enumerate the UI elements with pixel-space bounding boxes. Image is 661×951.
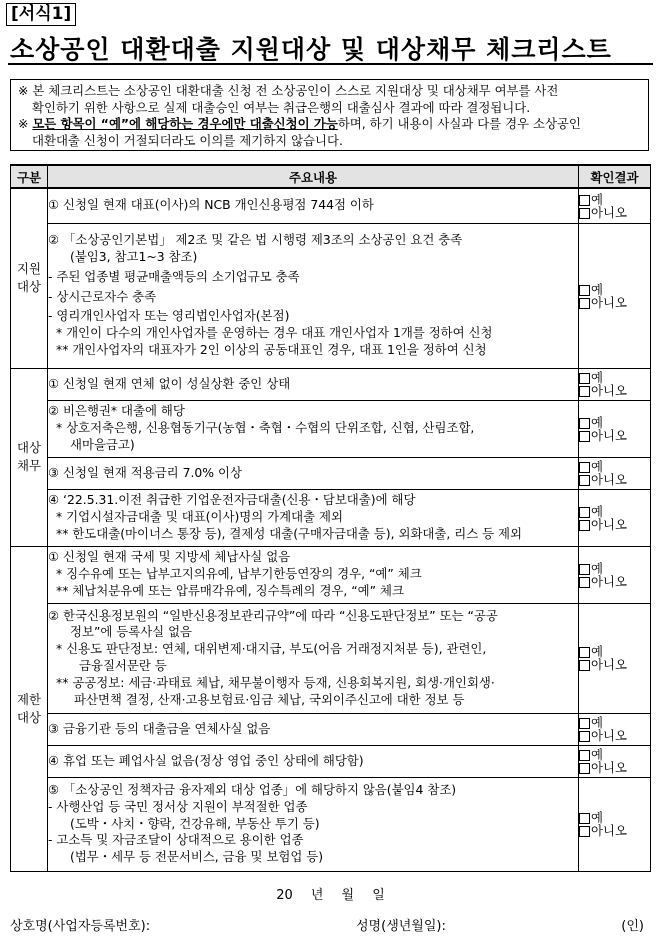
checkbox-no[interactable] <box>579 826 590 837</box>
checkbox-yes[interactable] <box>579 195 590 206</box>
checkbox-no[interactable] <box>579 386 590 397</box>
restrict-item-5-line: (도박・사치・향락, 건강유해, 부동산 투기 등) <box>70 815 320 831</box>
support-item-2-line: ② 「소상공인기본법」 제2조 및 같은 법 시행령 제3조의 소상공인 요건 충족 <box>48 232 463 248</box>
notice-line-1-cont: 확인하기 위한 사항으로 실제 대출승인 여부는 취급은행의 대출심사 결과에 따라 결정됩니다. <box>32 99 531 115</box>
checkbox-yes[interactable] <box>579 418 590 429</box>
no-label: 아니오 <box>591 427 627 443</box>
no-label: 아니오 <box>591 516 627 532</box>
support-item-2-line: - 상시근로자수 충족 <box>48 288 157 304</box>
yes-label: 예 <box>591 747 603 762</box>
no-option[interactable] <box>579 384 650 397</box>
support-item-2-line: - 영리개인사업자 또는 영리법인사업자(본점) <box>48 308 290 324</box>
restrict-item-2-note: * 신용도 판단정보: 연체, 대위변제·대지급, 부도(어음 거래정지처분 등), 관련인, <box>56 641 487 657</box>
yes-label: 예 <box>591 560 603 576</box>
no-label: 아니오 <box>591 573 627 589</box>
result-cell <box>579 603 651 713</box>
checkbox-yes[interactable] <box>579 285 590 296</box>
debt-item-4-line: ④ ‘22.5.31.이전 취급한 기업운전자금대출(신용・담보대출)에 해당 <box>48 492 416 508</box>
restrict-item-4-text: ④ 휴업 또는 폐업사실 없음(정상 영업 중인 상태에 해당함) <box>48 752 364 768</box>
restrict-item-2-line: ② 한국신용정보원의 “일반신용정보관리규약”에 따라 “신용도판단정보” 또는 “공공 <box>48 607 498 623</box>
table-row <box>11 745 651 777</box>
result-cell <box>579 400 651 457</box>
no-label: 아니오 <box>591 294 627 310</box>
support-item-2-note: ** 개인사업자의 대표자가 2인 이상의 공동대표인 경우, 대표 1인을 정하여 신청 <box>56 341 487 357</box>
checkbox-no[interactable] <box>579 763 590 774</box>
result-cell <box>579 546 651 603</box>
seal-mark: (인) <box>621 919 644 934</box>
header-content: 주요내용 <box>48 165 579 188</box>
checkbox-yes[interactable] <box>579 373 590 384</box>
date-line[interactable]: 20 년 월 일 <box>276 888 385 903</box>
no-option[interactable] <box>579 761 650 774</box>
restrict-item-3 <box>48 713 579 745</box>
table-row <box>11 223 651 368</box>
notice-line-2-cont: 대환대출 신청이 거절되더라도 이의를 제기하지 않습니다. <box>32 132 343 148</box>
no-label: 아니오 <box>591 657 627 672</box>
debt-item-4 <box>48 489 579 546</box>
table-row <box>11 457 651 489</box>
debt-item-3 <box>48 457 579 489</box>
restrict-item-2 <box>48 603 579 713</box>
business-name-field[interactable]: 상호명(사업자등록번호): <box>10 919 151 934</box>
restrict-item-4 <box>48 745 579 777</box>
debt-item-1-text: ① 신청일 현재 연체 없이 성실상환 중인 상태 <box>48 375 291 391</box>
no-label: 아니오 <box>591 472 627 487</box>
page-title: 소상공인 대환대출 지원대상 및 대상채무 체크리스트 <box>10 35 612 64</box>
table-row <box>11 368 651 400</box>
table-row <box>11 489 651 546</box>
no-option[interactable] <box>579 429 650 442</box>
yes-label: 예 <box>591 459 603 474</box>
debt-item-2-note: 새마을금고) <box>70 436 135 452</box>
restrict-item-5-line: ⑤ 「소상공인 정책자금 융자제외 대상 업종」에 해당하지 않음(붙임4 참조) <box>48 782 457 797</box>
no-label: 아니오 <box>591 760 627 775</box>
checkbox-yes[interactable] <box>579 647 590 658</box>
no-label: 아니오 <box>591 204 627 220</box>
checkbox-yes[interactable] <box>579 564 590 575</box>
debt-item-4-note: ** 한도대출(마이너스 통장 등), 결제성 대출(구매자금대출 등), 외화대출, 리스 등 제외 <box>56 525 522 541</box>
checklist-table <box>10 164 651 872</box>
yes-label: 예 <box>591 191 603 207</box>
table-row <box>11 713 651 745</box>
debt-item-3-text: ③ 신청일 현재 적용금리 7.0% 이상 <box>48 464 242 480</box>
checkbox-no[interactable] <box>579 298 590 309</box>
result-cell <box>579 713 651 745</box>
restrict-item-5 <box>48 777 579 871</box>
no-option[interactable] <box>579 473 650 486</box>
notice-paragraph-2 <box>18 116 641 149</box>
result-cell <box>579 457 651 489</box>
notice-paragraph-1 <box>18 83 641 116</box>
yes-label: 예 <box>591 503 603 519</box>
section-support: 지원 대상 <box>11 188 48 368</box>
restrict-item-2-note: 금융질서문란 등 <box>79 658 167 673</box>
header-result: 확인결과 <box>579 165 651 188</box>
section-restrict: 제한 대상 <box>11 546 48 871</box>
checkbox-no[interactable] <box>579 520 590 531</box>
title-divider <box>8 63 653 65</box>
support-item-2-line: - 주된 업종별 평균매출액등의 소기업규모 충족 <box>48 268 300 284</box>
table-row <box>11 546 651 603</box>
result-cell <box>579 188 651 223</box>
yes-label: 예 <box>591 370 603 385</box>
support-item-2-line: (붙임3, 참고1~3 참조) <box>70 249 198 264</box>
yes-label: 예 <box>591 715 603 730</box>
checkbox-no[interactable] <box>579 431 590 442</box>
restrict-item-1-line: ① 신청일 현재 국세 및 지방세 체납사실 없음 <box>48 549 291 565</box>
restrict-item-2-line: 정보”에 등록사실 없음 <box>70 624 193 640</box>
support-item-1-text: ① 신청일 현재 대표(이사)의 NCB 개인신용평점 744점 이하 <box>48 197 374 213</box>
restrict-item-5-line: - 사행산업 등 국민 정서상 지원이 부적절한 업종 <box>48 798 308 814</box>
yes-label: 예 <box>591 281 603 297</box>
notice-emphasis: 모든 항목이 “예”에 해당하는 경우에만 대출신청이 가능 <box>32 116 338 131</box>
checkbox-yes[interactable] <box>579 507 590 518</box>
notice-line-2-prefix: ※ <box>18 116 33 131</box>
table-row <box>11 400 651 457</box>
table-row <box>11 188 651 223</box>
notice-line-1: ※ 본 체크리스트는 소상공인 대환대출 신청 전 소상공인이 스스로 지원대상 및 대상채무 여부를 사전 <box>18 83 559 98</box>
checkbox-yes[interactable] <box>579 750 590 761</box>
restrict-item-5-line: (법무・세무 등 전문서비스, 금융 및 보험업 등) <box>70 849 324 865</box>
yes-label: 예 <box>591 414 603 430</box>
form-number-tag: [서식1] <box>6 3 76 26</box>
debt-item-1 <box>48 368 579 400</box>
restrict-item-1 <box>48 546 579 603</box>
checkbox-no[interactable] <box>579 731 590 742</box>
result-cell <box>579 777 651 871</box>
checkbox-yes[interactable] <box>579 813 590 824</box>
notice-box <box>10 79 649 151</box>
support-item-2 <box>48 223 579 368</box>
restrict-item-2-note: ** 공공정보: 세금·과태료 체납, 채무불이행자 등재, 신용회복지원, 회생·개인회생· <box>56 674 495 690</box>
section-debt: 대상 채무 <box>11 368 48 546</box>
restrict-item-1-note: ** 체납처분유예 또는 압류매각유예, 징수특례의 경우, “예” 체크 <box>56 582 404 598</box>
no-option[interactable] <box>579 296 650 309</box>
support-item-1 <box>48 188 579 223</box>
no-label: 아니오 <box>591 383 627 398</box>
table-header-row <box>11 165 651 188</box>
no-option[interactable] <box>579 206 650 219</box>
no-option[interactable] <box>579 658 650 671</box>
no-label: 아니오 <box>591 728 627 743</box>
table-row <box>11 777 651 871</box>
result-cell <box>579 745 651 777</box>
checkbox-no[interactable] <box>579 660 590 671</box>
result-cell <box>579 489 651 546</box>
checkbox-yes[interactable] <box>579 462 590 473</box>
debt-item-2-note: * 상호저축은행, 신용협동기구(농협・축협・수협의 단위조합, 신협, 산림조합, <box>56 420 475 436</box>
checkbox-no[interactable] <box>579 475 590 486</box>
debt-item-4-note: * 기업시설자금대출 및 대표(이사)명의 가계대출 제외 <box>56 509 343 525</box>
notice-line-2-rest: 하며, 하기 내용이 사실과 다를 경우 소상공인 <box>337 116 581 131</box>
header-section: 구분 <box>11 165 48 188</box>
support-item-2-note: * 개인이 다수의 개인사업자를 운영하는 경우 대표 개인사업자 1개를 정하여 신청 <box>56 325 493 341</box>
restrict-item-5-line: - 고소득 및 자금조달이 상대적으로 용이한 업종 <box>48 832 304 848</box>
result-cell <box>579 223 651 368</box>
no-option[interactable] <box>579 729 650 742</box>
result-cell <box>579 368 651 400</box>
restrict-item-2-note: 파산면책 결정, 산재·고용보험료·임금 체납, 국외이주신고에 대한 정보 등 <box>74 691 465 707</box>
representative-name-field[interactable]: 성명(생년월일): <box>356 919 446 934</box>
debt-item-2-line: ② 비은행권* 대출에 해당 <box>48 403 185 419</box>
restrict-item-1-note: * 징수유예 또는 납부고지의유예, 납부기한등연장의 경우, “예” 체크 <box>56 566 422 582</box>
no-option[interactable] <box>579 518 650 531</box>
yes-label: 예 <box>591 810 603 825</box>
checkbox-no[interactable] <box>579 577 590 588</box>
checkbox-no[interactable] <box>579 208 590 219</box>
restrict-item-3-text: ③ 금융기관 등의 대출금을 연체사실 없음 <box>48 720 271 736</box>
no-option[interactable] <box>579 575 650 588</box>
checkbox-yes[interactable] <box>579 718 590 729</box>
debt-item-2 <box>48 400 579 457</box>
no-option[interactable] <box>579 824 650 837</box>
table-row <box>11 603 651 713</box>
no-label: 아니오 <box>591 823 627 838</box>
yes-label: 예 <box>591 644 603 659</box>
